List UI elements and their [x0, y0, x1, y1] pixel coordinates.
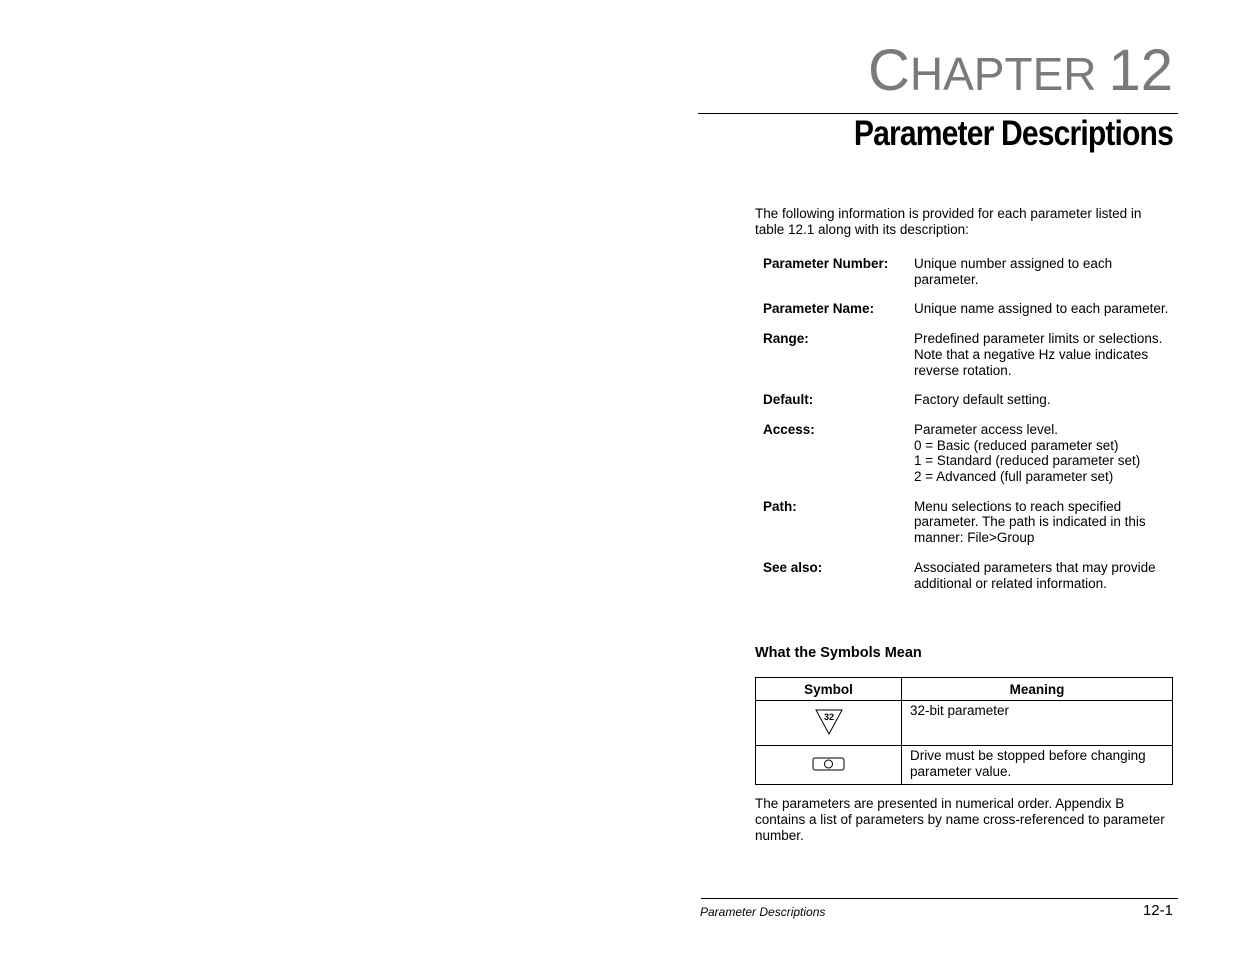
symbols-heading: What the Symbols Mean: [755, 645, 922, 661]
definition-desc: Unique number assigned to each parameter.: [914, 256, 1113, 287]
footer-section-title: Parameter Descriptions: [700, 905, 826, 919]
definition-row: [763, 422, 1173, 485]
32-bit-icon-label: 32: [823, 711, 834, 722]
definition-term: Access:: [763, 421, 815, 437]
definition-row: [763, 560, 1173, 591]
definition-term: Parameter Name:: [763, 301, 875, 317]
page-title: Parameter Descriptions: [853, 114, 1173, 153]
symbol-cell: [756, 746, 902, 785]
outro-paragraph: The parameters are presented in numerical order. Appendix B contains a list of parameters by name cross-referenced to parameter number.: [755, 796, 1165, 843]
32-bit-triangle-icon: [814, 708, 844, 736]
definition-desc: Menu selections to reach specified parameter. The path is indicated in this manner: File>Group: [914, 498, 1146, 546]
definition-term: See also:: [763, 559, 823, 575]
definition-desc: Associated parameters that may provide additional or related information.: [914, 559, 1156, 591]
definition-desc: Predefined parameter limits or selections. Note that a negative Hz value indicates reverse rotation.: [914, 331, 1163, 378]
page-number: 12-1: [1142, 902, 1173, 919]
definitions-list: [763, 256, 1173, 605]
drive-stopped-icon: [812, 756, 846, 772]
meaning-cell: 32-bit parameter: [902, 701, 1173, 746]
definition-term: Parameter Number:: [763, 256, 889, 271]
meaning-cell: Drive must be stopped before changing parameter value.: [902, 746, 1173, 785]
definition-term: Default:: [763, 392, 814, 408]
footer-rule: [701, 898, 1178, 899]
chapter-heading: [868, 38, 1173, 103]
definition-desc: Unique name assigned to each parameter.: [914, 301, 1169, 317]
definition-desc: Parameter access level. 0 = Basic (reduced parameter set) 1 = Standard (reduced parameter set) 2 = Advanced (full parameter set): [914, 421, 1141, 485]
chapter-cap-letter: C: [868, 38, 910, 103]
table-row: [756, 701, 1173, 746]
symbols-table: [755, 677, 1173, 785]
table-row: [756, 746, 1173, 785]
header-symbol: Symbol: [756, 678, 902, 701]
definition-row: [763, 499, 1173, 546]
definition-term: Range:: [763, 331, 809, 347]
chapter-word: HAPTER: [909, 48, 1097, 100]
definition-desc: Factory default setting.: [914, 392, 1051, 408]
symbol-cell: [756, 701, 902, 746]
definition-term: Path:: [763, 498, 797, 514]
header-meaning: Meaning: [902, 678, 1173, 701]
definition-row: [763, 301, 1173, 317]
intro-paragraph: The following information is provided for each parameter listed in table 12.1 along with its description:: [755, 206, 1142, 237]
definition-row: [763, 331, 1173, 378]
definition-row: [763, 256, 1173, 287]
table-header-row: [756, 678, 1173, 701]
definition-row: [763, 392, 1173, 408]
chapter-number: 12: [1108, 38, 1173, 103]
